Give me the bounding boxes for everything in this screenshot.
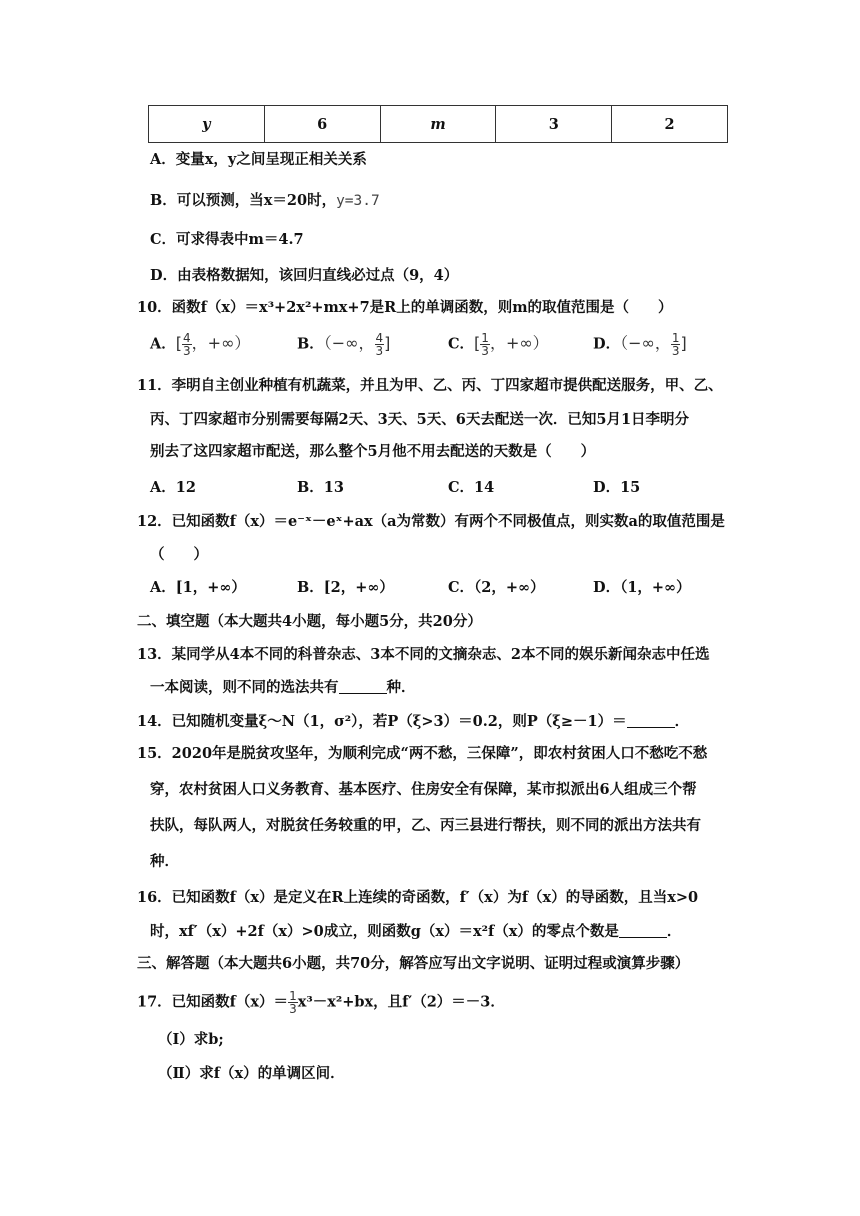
- option-label: B．: [297, 335, 324, 353]
- q15-line-3: 扶队，每队两人，对脱贫任务较重的甲，乙、丙三县进行帮扶，则不同的派出方法共有: [150, 817, 701, 834]
- q17-part-2: （Ⅱ）求f（x）的单调区间．: [158, 1065, 345, 1082]
- q16-line-1: 16．已知函数f（x）是定义在R上连续的奇函数，f′（x）为f（x）的导函数，且当x>0: [137, 889, 699, 906]
- q9-option-d: D．由表格数据知，该回归直线必过点（9，4）: [150, 267, 459, 284]
- table-cell: 2: [612, 106, 728, 143]
- fraction: [480, 332, 490, 357]
- fraction: [182, 332, 192, 357]
- answer-blank: [339, 679, 387, 694]
- q11-line-1: 11．李明自主创业种植有机蔬菜，并且为甲、乙、丙、丁四家超市提供配送服务，甲、乙、: [137, 377, 723, 394]
- data-table: [148, 105, 728, 143]
- numerator: 1: [671, 331, 680, 345]
- q16-line-2: [150, 922, 681, 942]
- section-3-heading: 三、解答题（本大题共6小题，共70分，解答应写出文字说明、证明过程或演算步骤）: [137, 955, 690, 972]
- q14-text: 14．已知随机变量ξ～N（1，σ²），若P（ξ>3）＝0.2，则P（ξ≥－1）＝: [137, 713, 627, 730]
- q16-text: 时，xf′（x）+2f（x）>0成立，则函数g（x）＝x²f（x）的零点个数是: [150, 923, 619, 940]
- option-label: C．: [448, 335, 475, 353]
- q13-text: 一本阅读，则不同的选法共有: [150, 679, 339, 696]
- q11-option-d: D．15: [593, 479, 641, 496]
- numerator: 1: [289, 989, 297, 1003]
- option-tail: ，+∞）: [191, 333, 251, 353]
- numerator: 1: [481, 331, 489, 345]
- denominator: 3: [183, 344, 191, 358]
- table-cell: m: [380, 106, 496, 143]
- q10-stem: 10．函数f（x）＝x³+2x²+mx+7是R上的单调函数，则m的取值范围是（ ）: [137, 299, 673, 316]
- denominator: 3: [289, 1002, 297, 1016]
- q12-option-a: A．[1，+∞）: [150, 579, 246, 596]
- q9-option-b: [150, 191, 380, 211]
- q11-line-2: 丙、丁四家超市分别需要每隔2天、3天、5天、6天去配送一次．已知5月1日李明分: [150, 411, 690, 428]
- numerator: 4: [375, 331, 384, 345]
- q11-option-b: B．13: [297, 479, 344, 496]
- q9-option-b-text: B．可以预测，当x＝20时，: [150, 192, 337, 209]
- q11-option-c: C．14: [448, 479, 495, 496]
- answer-blank: [619, 923, 667, 938]
- option-head: （−∞，: [323, 333, 375, 353]
- table-row: [149, 106, 728, 143]
- q13-line-2: [150, 678, 416, 698]
- q10-option-b: B．（−∞， $\frac{4}{3}$ ]: [297, 331, 391, 358]
- y-hat-formula: y=3.7: [336, 193, 380, 209]
- q12-option-d: D．（1，+∞）: [593, 579, 691, 596]
- table-cell: 6: [264, 106, 380, 143]
- answer-blank: [627, 713, 675, 728]
- q17-tail: x³－x²+bx，且f′（2）＝－3．: [297, 993, 505, 1011]
- q9-option-c: C．可求得表中m＝4.7: [150, 231, 304, 248]
- denominator: 3: [375, 344, 384, 358]
- q13-tail: 种．: [386, 679, 416, 696]
- denominator: 3: [481, 344, 489, 358]
- q17-part-1: （Ⅰ）求b;: [158, 1031, 224, 1048]
- option-label: A．: [150, 335, 176, 353]
- q17-stem: [137, 990, 505, 1015]
- q17-head: 17．已知函数f（x）＝: [137, 993, 289, 1011]
- q12-option-c: C．（2，+∞）: [448, 579, 545, 596]
- numerator: 4: [183, 331, 191, 345]
- section-2-heading: 二、填空题（本大题共4小题，每小题5分，共20分）: [137, 613, 482, 630]
- q10-option-c: C．[ $\frac{1}{3}$ ，+∞）: [448, 331, 549, 358]
- q13-line-1: 13．某同学从4本不同的科普杂志、3本不同的文摘杂志、2本不同的娱乐新闻杂志中任选: [137, 646, 710, 663]
- q9-option-a: A．变量x，y之间呈现正相关关系: [150, 151, 367, 168]
- table-cell: y: [149, 106, 265, 143]
- q15-line-1: 15．2020年是脱贫攻坚年，为顺利完成“两不愁，三保障”，即农村贫困人口不愁吃不愁: [137, 745, 708, 762]
- q14-tail: ．: [674, 713, 690, 730]
- q12-line-2: （ ）: [150, 546, 208, 563]
- q15-line-2: 穿，农村贫困人口义务教育、基本医疗、住房安全有保障，某市拟派出6人组成三个帮: [150, 781, 697, 798]
- fraction: [288, 990, 298, 1015]
- q16-tail: ．: [666, 923, 682, 940]
- q14: [137, 712, 689, 732]
- q11-option-a: A．12: [150, 479, 196, 496]
- q12-option-b: B．[2，+∞）: [297, 579, 394, 596]
- q11-line-3: 别去了这四家超市配送，那么整个5月他不用去配送的天数是（ ）: [150, 443, 596, 460]
- q12-line-1: 12．已知函数f（x）＝e⁻ˣ－eˣ+ax（a为常数）有两个不同极值点，则实数a的取值范围是: [137, 513, 725, 530]
- q10-option-d: D．（−∞， $\frac{1}{3}$ ]: [593, 331, 687, 358]
- denominator: 3: [671, 344, 680, 358]
- option-label: D．: [593, 335, 621, 353]
- option-head: （−∞，: [620, 333, 671, 353]
- q10-option-a: A．[ $\frac{4}{3}$ ，+∞）: [150, 331, 251, 358]
- option-tail: ，+∞）: [489, 333, 549, 353]
- q15-line-4: 种．: [150, 853, 179, 870]
- fraction: [375, 332, 385, 357]
- table-cell: 3: [496, 106, 612, 143]
